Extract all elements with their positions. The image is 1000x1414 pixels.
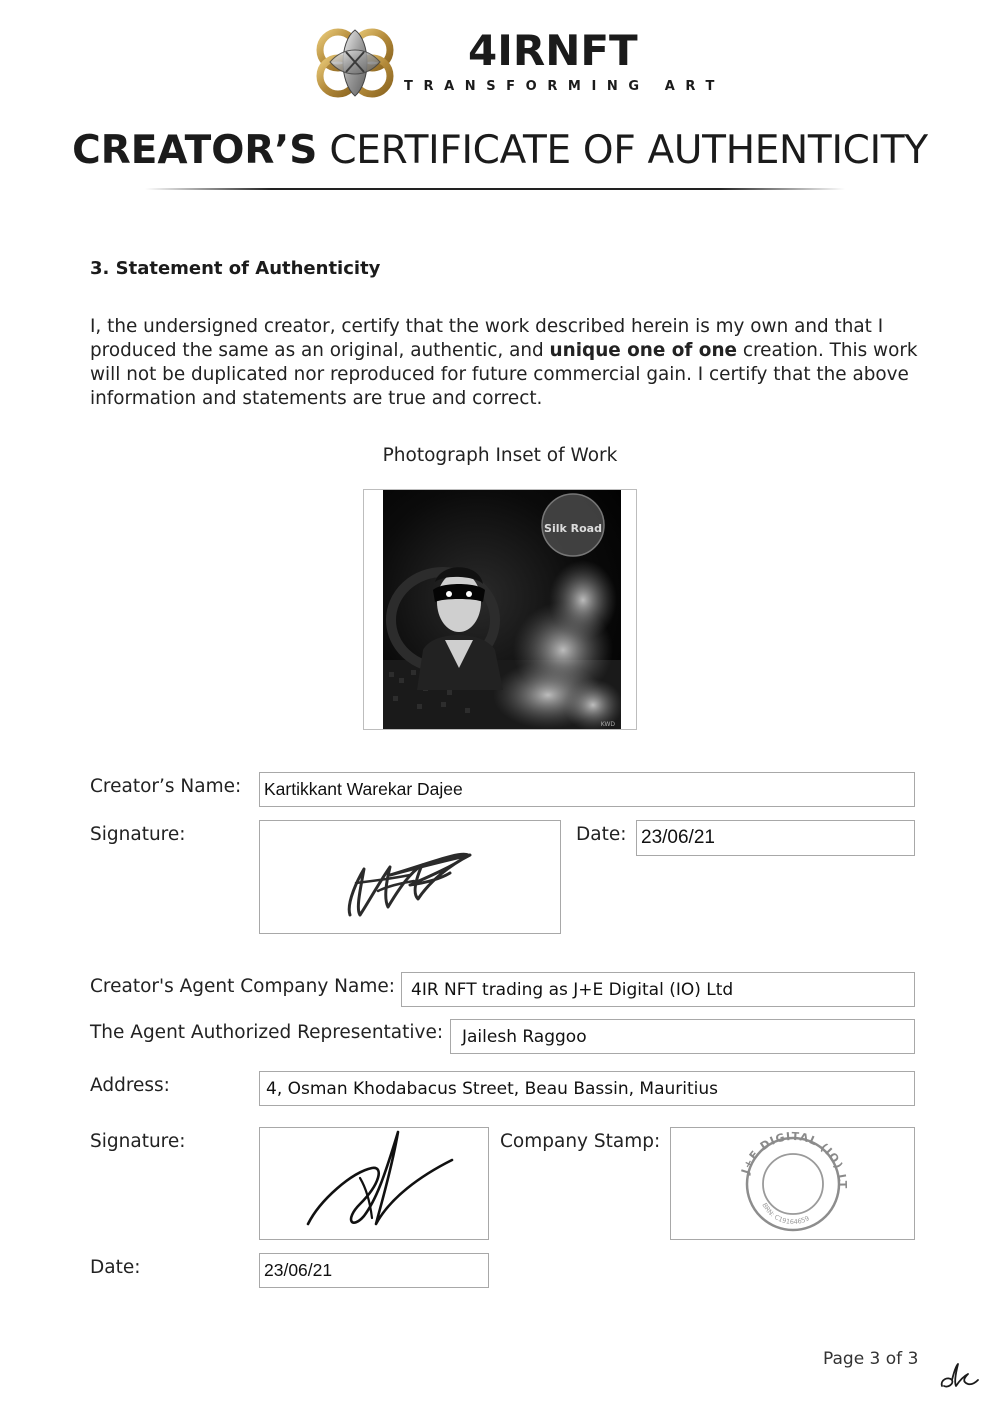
statement-line [90, 339, 920, 363]
section-heading: 3. Statement of Authenticity [90, 258, 381, 279]
4irnft-infinity-logo-icon [316, 22, 394, 102]
photo-frame [363, 489, 637, 730]
agent-company-field[interactable]: 4IR NFT trading as J+E Digital (IO) Ltd [401, 972, 915, 1007]
agent-signature-box[interactable] [259, 1127, 489, 1240]
statement-text: creation. This work [737, 340, 918, 361]
company-stamp-seal [671, 1128, 914, 1239]
svg-text:KWD: KWD [600, 721, 615, 728]
statement-text: produced the same as an original, authentic, and [90, 340, 550, 361]
title-bold-part: CREATOR’S [72, 128, 318, 173]
agent-date-label: Date: [90, 1257, 141, 1278]
statement-line: will not be duplicated nor reproduced for future commercial gain. I certify that the above [90, 364, 909, 385]
brand-name: 4IRNFT [468, 26, 638, 75]
statement-paragraph [90, 315, 920, 411]
initials-signature [938, 1360, 980, 1392]
artwork-illustration [383, 490, 621, 729]
company-stamp-box[interactable] [670, 1127, 915, 1240]
agent-date-field[interactable]: 23/06/21 [259, 1253, 489, 1288]
creator-date-label: Date: [576, 824, 627, 845]
creator-date-field[interactable]: 23/06/21 [636, 820, 915, 856]
statement-emphasis: unique one of one [549, 340, 738, 361]
creator-signature-box[interactable] [259, 820, 561, 934]
title-rest-part: CERTIFICATE OF AUTHENTICITY [317, 128, 928, 173]
inset-caption: Photograph Inset of Work [382, 445, 618, 466]
title-divider [145, 188, 845, 190]
address-field[interactable]: 4, Osman Khodabacus Street, Beau Bassin, Mauritius [259, 1071, 915, 1106]
agent-representative-label: The Agent Authorized Representative: [90, 1022, 444, 1043]
statement-line: information and statements are true and correct. [90, 388, 543, 409]
stamp-brn-text: BRN: C19164659 [760, 1201, 811, 1227]
artwork-photo [383, 490, 621, 729]
stamp-company-text: J+E DIGITAL (IO) LT [738, 1129, 850, 1190]
agent-signature-label: Signature: [90, 1131, 186, 1152]
address-label: Address: [90, 1075, 170, 1096]
certificate-title [0, 128, 1000, 173]
agent-representative-field[interactable]: Jailesh Raggoo [450, 1019, 915, 1054]
page-number: Page 3 of 3 [823, 1349, 919, 1369]
creator-signature-label: Signature: [90, 824, 186, 845]
agent-company-label: Creator's Agent Company Name: [90, 976, 395, 997]
creator-name-field[interactable]: Kartikkant Warekar Dajee [259, 772, 915, 807]
creator-signature-drawing [260, 821, 560, 933]
creator-name-label: Creator’s Name: [90, 776, 242, 797]
statement-line: I, the undersigned creator, certify that the work described herein is my own and that I [90, 316, 884, 337]
company-stamp-label: Company Stamp: [500, 1131, 661, 1152]
brand-tagline: TRANSFORMING ART [404, 79, 725, 94]
agent-signature-drawing [260, 1128, 488, 1239]
photo-badge-text: Silk Road [544, 522, 602, 535]
